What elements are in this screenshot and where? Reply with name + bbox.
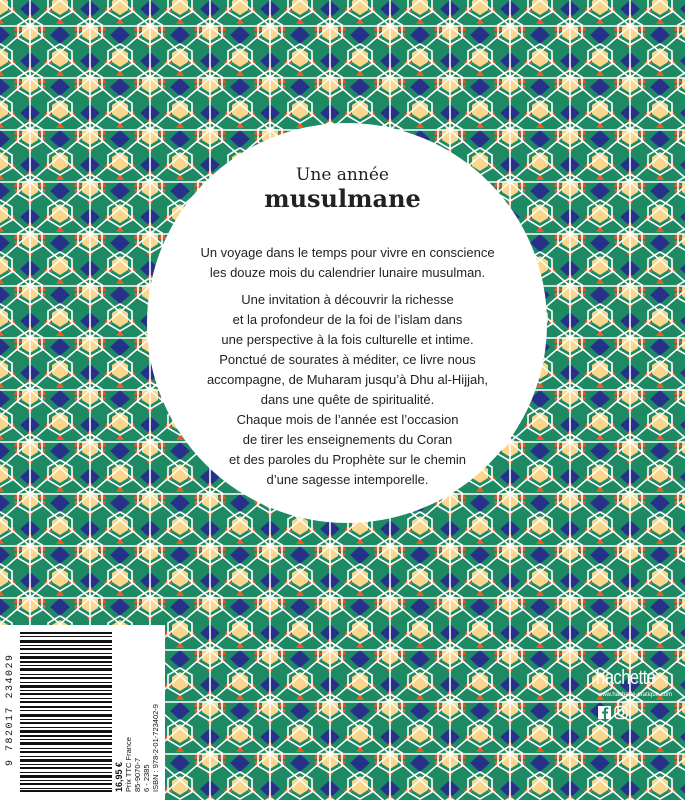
intro-line: Un voyage dans le temps pour vivre en conscience bbox=[200, 245, 495, 260]
body-line: et des paroles du Prophète sur le chemin bbox=[228, 452, 467, 467]
barcode-bars bbox=[20, 632, 112, 792]
body-line: Une invitation à découvrir la richesse bbox=[241, 292, 454, 307]
instagram-icon bbox=[615, 707, 627, 719]
body-line: et la profondeur de la foi de l’islam dans bbox=[232, 312, 463, 327]
isbn-label: ISBN : 978-2-01-723402-9 bbox=[151, 704, 160, 792]
facebook-icon bbox=[598, 706, 611, 719]
intro-line: les douze mois du calendrier lunaire musulman. bbox=[209, 265, 486, 280]
body-line: une perspective à la fois culturelle et intime. bbox=[221, 332, 474, 347]
body-line: d’une sagesse intemporelle. bbox=[266, 472, 429, 487]
price-note: Prix TTC France bbox=[124, 737, 133, 792]
product-code: 85-9070-7 bbox=[133, 757, 142, 792]
body-line: Chaque mois de l’année est l’occasion bbox=[236, 412, 459, 427]
social-icons bbox=[598, 705, 638, 721]
title-line-2: musulmane bbox=[264, 184, 421, 213]
intro-paragraph bbox=[150, 243, 545, 283]
body-paragraph bbox=[150, 290, 545, 490]
body-line: de tirer les enseignements du Coran bbox=[242, 432, 453, 447]
body-line: Ponctué de sourates à méditer, ce livre nous bbox=[219, 352, 476, 367]
publisher-url: www.hachette-pratique.com bbox=[598, 692, 673, 698]
barcode-digits: 9 782017 234029 bbox=[5, 653, 16, 767]
product-code: 6 - 2385 bbox=[142, 764, 151, 792]
publisher-logo: hachette bbox=[596, 667, 656, 689]
price-info bbox=[115, 632, 163, 792]
price-label: 16,95 € bbox=[114, 761, 124, 792]
title-line-1: Une année bbox=[296, 165, 389, 185]
body-line: dans une quête de spiritualité. bbox=[260, 392, 435, 407]
body-line: accompagne, de Muharam jusqu’à Dhu al-Hijjah, bbox=[206, 372, 489, 387]
